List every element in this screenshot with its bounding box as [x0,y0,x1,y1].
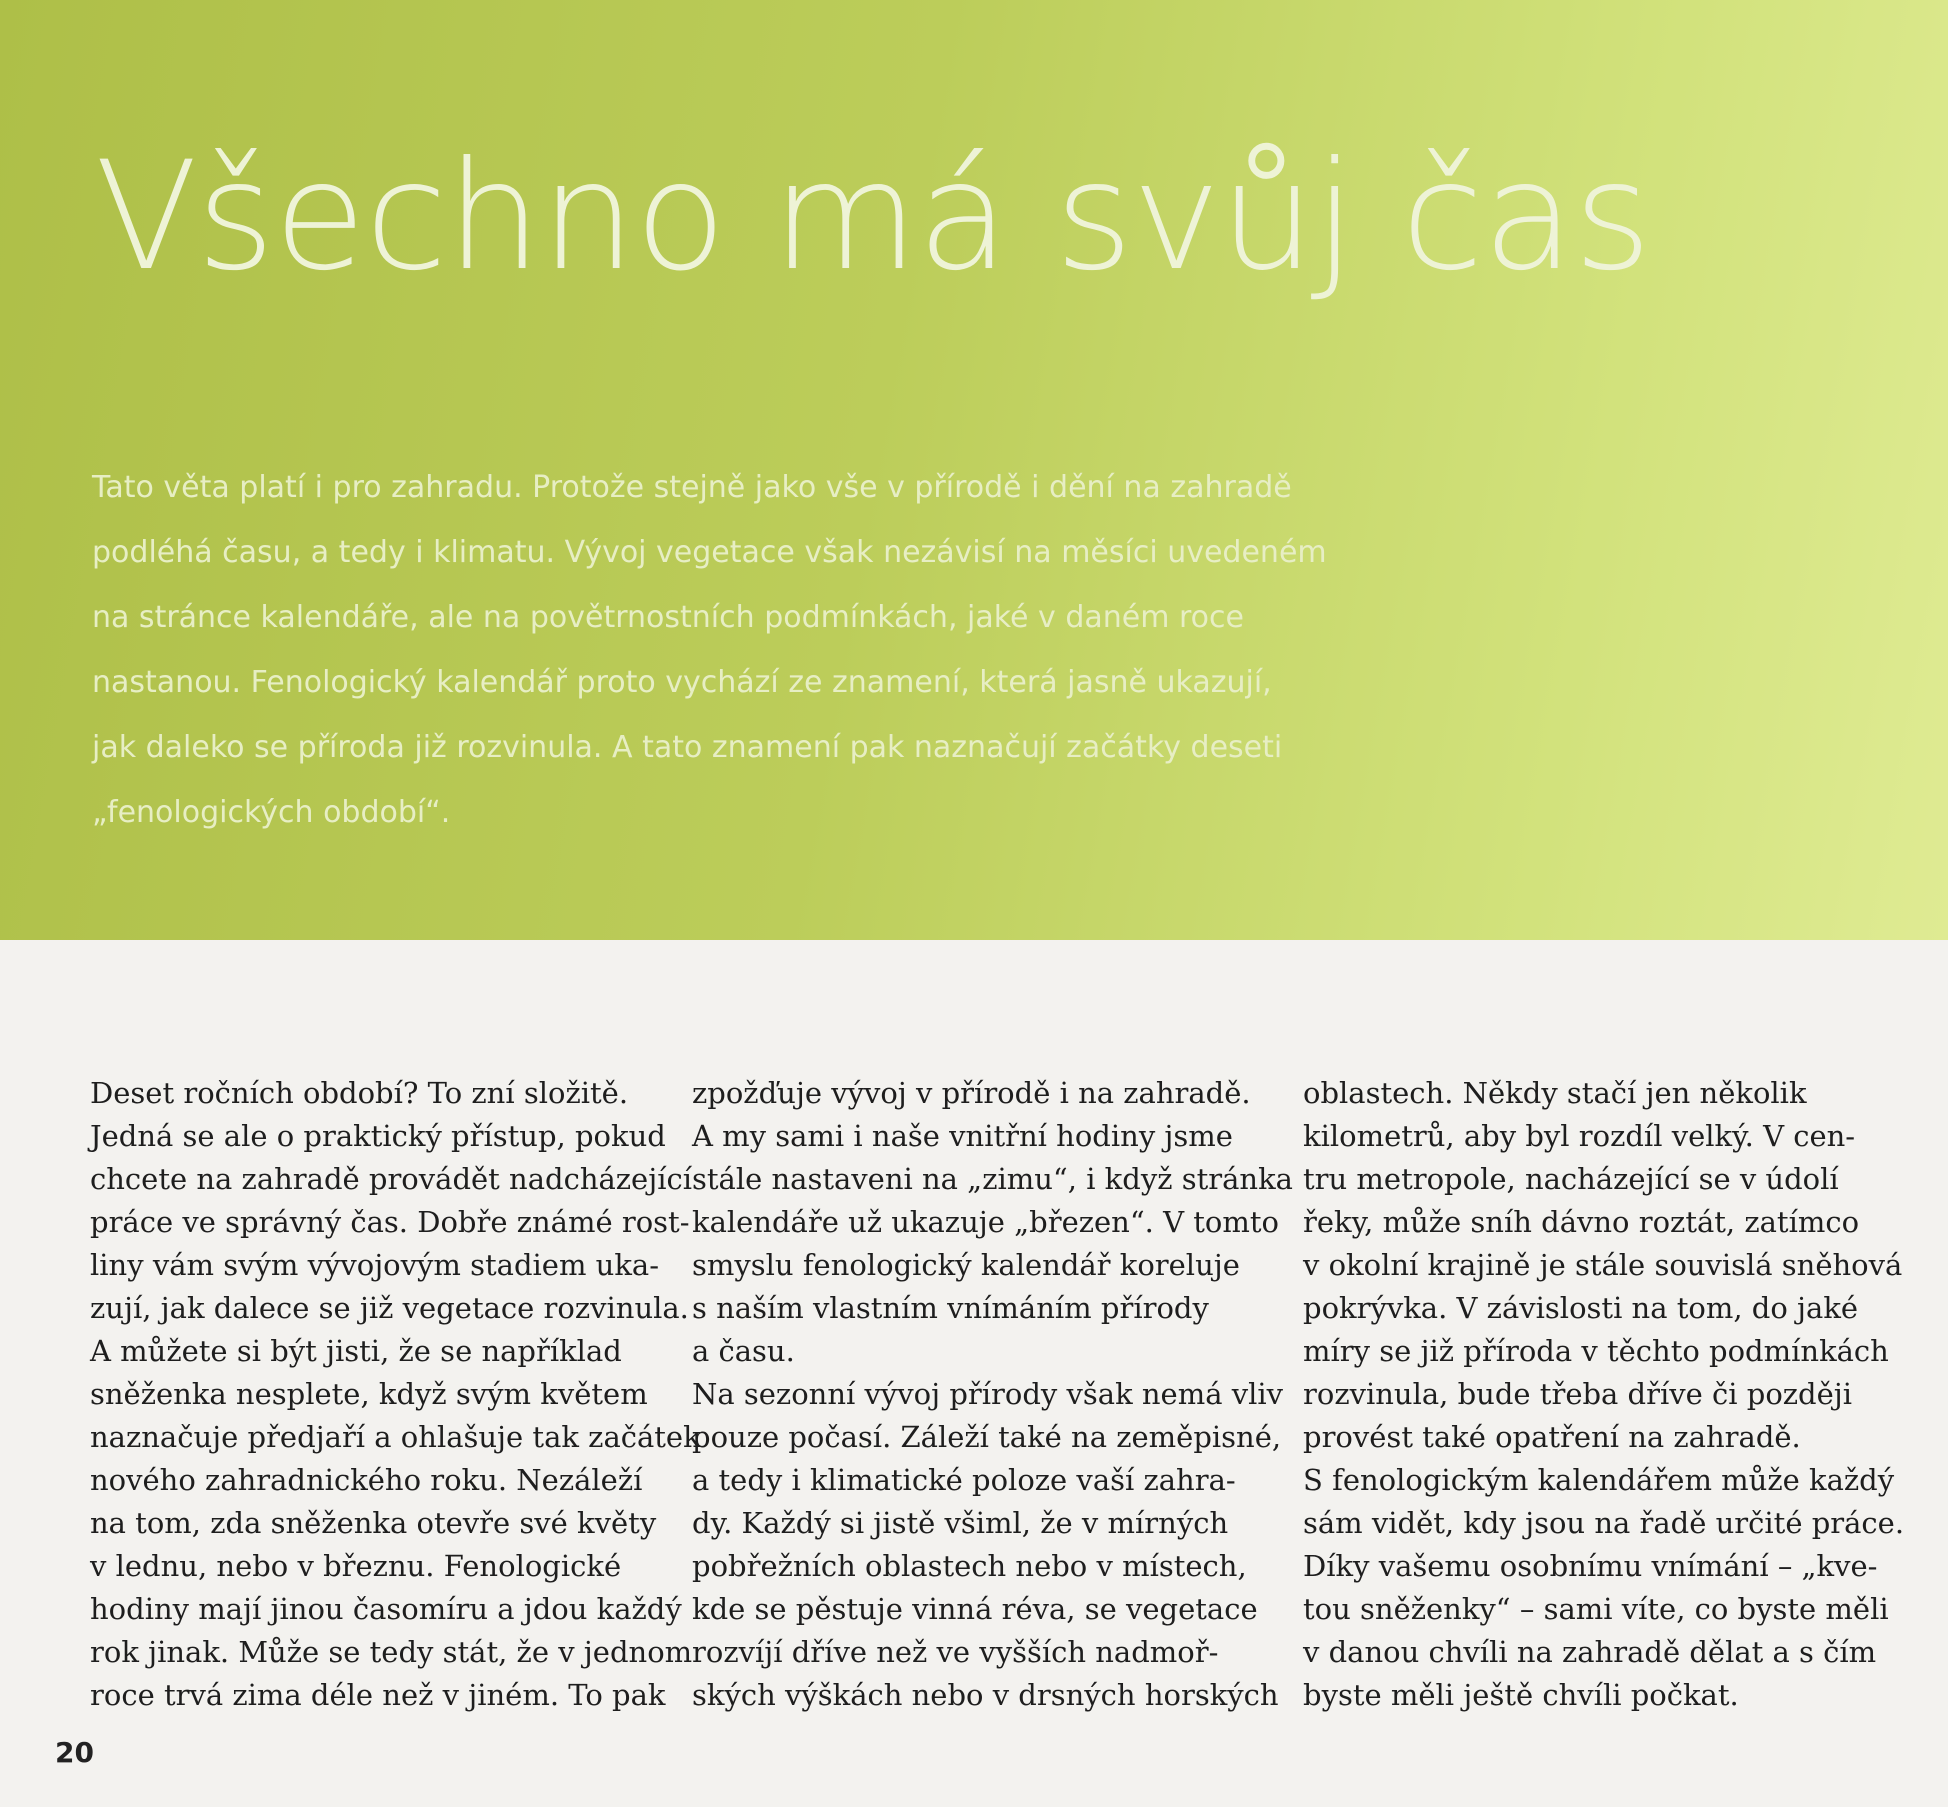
text-line: kde se pěstuje vinná réva, se vegetace [692,1592,1258,1626]
text-line: hodiny mají jinou časomíru a jdou každý [90,1592,682,1626]
text-line: míry se již příroda v těchto podmínkách [1303,1334,1889,1368]
text-line: rozvinula, bude třeba dříve či později [1303,1377,1853,1411]
text-column-3 [1303,1072,1905,1717]
text-line: provést také opatření na zahradě. [1303,1420,1801,1454]
page-title: Všechno má svůj čas [95,130,1651,304]
text-line: sněženka nesplete, když svým květem [90,1377,648,1411]
text-line: smyslu fenologický kalendář koreluje [692,1248,1240,1282]
page-number: 20 [55,1736,94,1769]
text-line: kilometrů, aby byl rozdíl velký. V cen- [1303,1119,1856,1153]
text-line: A my sami i naše vnitřní hodiny jsme [692,1119,1233,1153]
text-line: práce ve správný čas. Dobře známé rost- [90,1205,690,1239]
text-line: Díky vašemu osobnímu vnímání – „kve- [1303,1549,1878,1583]
text-line: naznačuje předjaří a ohlašuje tak začátek [90,1420,701,1454]
text-line: stále nastaveni na „zimu“, i když stránka [692,1162,1293,1196]
text-line: oblastech. Někdy stačí jen několik [1303,1076,1807,1110]
text-line: Deset ročních období? To zní složitě. [90,1076,629,1110]
text-line: s naším vlastním vnímáním přírody [692,1291,1209,1325]
text-line: Jedná se ale o praktický přístup, pokud [90,1119,666,1153]
text-line: roce trvá zima déle než v jiném. To pak [90,1678,666,1712]
text-line: zpožďuje vývoj v přírodě i na zahradě. [692,1076,1251,1110]
text-line: byste měli ještě chvíli počkat. [1303,1678,1739,1712]
text-line: v danou chvíli na zahradě dělat a s čím [1303,1635,1877,1669]
text-line: liny vám svým vývojovým stadiem uka- [90,1248,660,1282]
text-line: kalendáře už ukazuje „březen“. V tomto [692,1205,1279,1239]
intro-line: podléhá času, a tedy i klimatu. Vývoj vegetace však nezávisí na měsíci uvedeném [92,535,1327,570]
text-line: řeky, může sníh dávno roztát, zatímco [1303,1205,1860,1239]
text-line: rok jinak. Může se tedy stát, že v jednom [90,1635,693,1669]
text-line: tou sněženky“ – sami víte, co byste měli [1303,1592,1889,1626]
text-line: v lednu, nebo v březnu. Fenologické [90,1549,622,1583]
text-line: ských výškách nebo v drsných horských [692,1678,1279,1712]
text-column-2 [692,1072,1293,1717]
text-line: pobřežních oblastech nebo v místech, [692,1549,1247,1583]
text-line: na tom, zda sněženka otevře své květy [90,1506,657,1540]
text-line: nového zahradnického roku. Nezáleží [90,1463,643,1497]
text-line: v okolní krajině je stále souvislá sněhová [1303,1248,1903,1282]
text-line: A můžete si být jisti, že se například [90,1334,622,1368]
text-line: S fenologickým kalendářem může každý [1303,1463,1895,1497]
text-line: pouze počasí. Záleží také na zeměpisné, [692,1420,1282,1454]
intro-line: nastanou. Fenologický kalendář proto vychází ze znamení, která jasně ukazují, [92,665,1272,700]
text-line: zují, jak dalece se již vegetace rozvinula. [90,1291,689,1325]
intro-line: Tato věta platí i pro zahradu. Protože stejně jako vše v přírodě i dění na zahradě [92,470,1292,505]
text-line: Na sezonní vývoj přírody však nemá vliv [692,1377,1284,1411]
text-line: tru metropole, nacházející se v údolí [1303,1162,1839,1196]
intro-line: na stránce kalendáře, ale na povětrnostních podmínkách, jaké v daném roce [92,600,1244,635]
intro-line: „fenologických období“. [92,795,451,830]
text-line: pokrývka. V závislosti na tom, do jaké [1303,1291,1859,1325]
intro-line: jak daleko se příroda již rozvinula. A tato znamení pak naznačují začátky deseti [92,730,1283,765]
text-line: a tedy i klimatické poloze vaší zahra- [692,1463,1236,1497]
text-line: a času. [692,1334,795,1368]
text-line: dy. Každý si jistě všiml, že v mírných [692,1506,1229,1540]
text-column-1 [90,1072,701,1717]
text-line: sám vidět, kdy jsou na řadě určité práce. [1303,1506,1905,1540]
text-line: chcete na zahradě provádět nadcházející [90,1162,693,1196]
text-line: rozvíjí dříve než ve vyšších nadmoř- [692,1635,1219,1669]
intro-paragraph [92,455,1512,845]
